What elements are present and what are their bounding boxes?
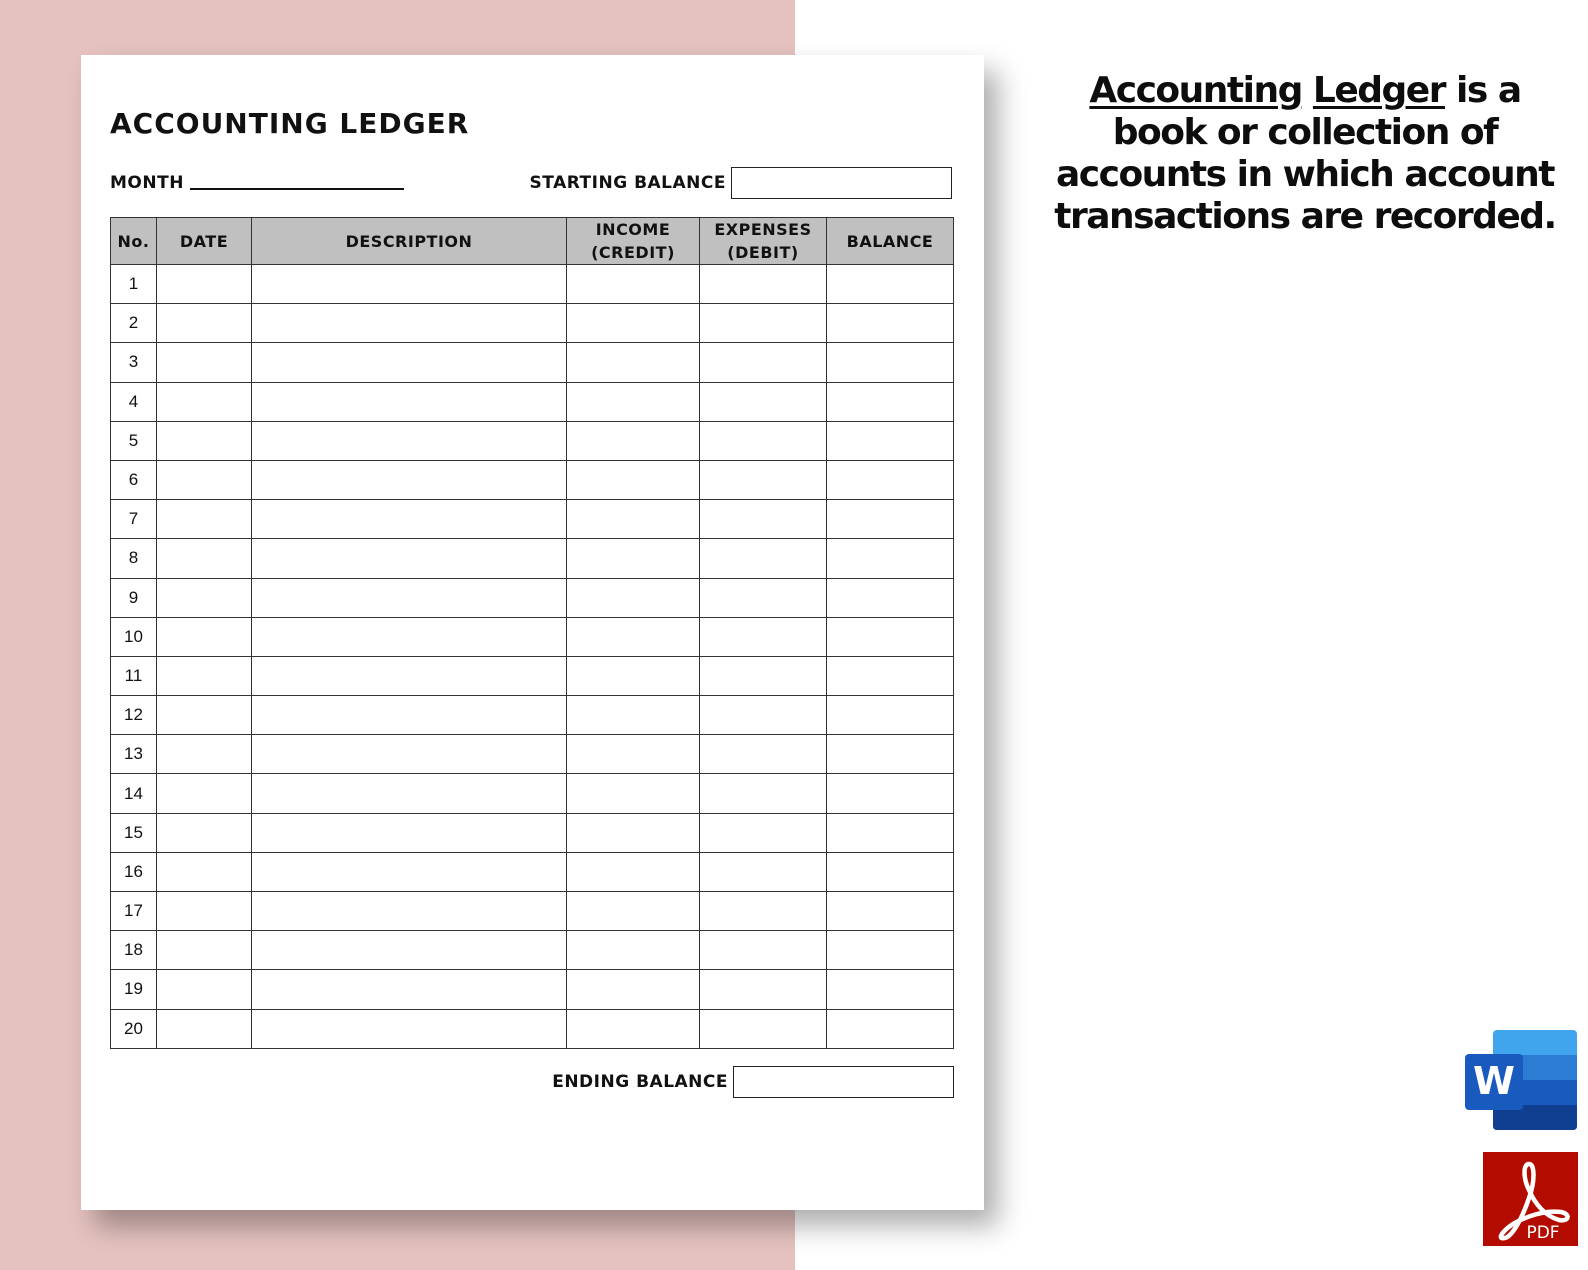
description-cell[interactable] [252, 852, 567, 891]
headline-text [1040, 70, 1570, 238]
income-cell[interactable] [567, 735, 700, 774]
description-cell[interactable] [252, 460, 567, 499]
row-number: 17 [111, 892, 157, 931]
income-cell[interactable] [567, 421, 700, 460]
row-number: 6 [111, 460, 157, 499]
income-cell[interactable] [567, 304, 700, 343]
description-cell[interactable] [252, 774, 567, 813]
income-header-line1: INCOME [595, 220, 671, 239]
date-cell[interactable] [157, 970, 252, 1009]
table-row [111, 931, 954, 970]
table-header-row [111, 218, 954, 265]
ledger-title: ACCOUNTING LEDGER [110, 107, 470, 140]
balance-cell[interactable] [827, 774, 954, 813]
income-cell[interactable] [567, 382, 700, 421]
word-icon[interactable] [1465, 1030, 1577, 1134]
row-number: 1 [111, 265, 157, 304]
row-number: 10 [111, 617, 157, 656]
expenses-cell[interactable] [700, 656, 827, 695]
income-cell[interactable] [567, 774, 700, 813]
date-cell[interactable] [157, 265, 252, 304]
row-number: 19 [111, 970, 157, 1009]
description-cell[interactable] [252, 343, 567, 382]
expenses-header-line2: (DEBIT) [727, 243, 799, 262]
month-label: MONTH [110, 173, 184, 193]
date-cell[interactable] [157, 774, 252, 813]
table-row [111, 696, 954, 735]
pdf-icon[interactable] [1483, 1152, 1578, 1246]
income-cell[interactable] [567, 500, 700, 539]
starting-balance-label: STARTING BALANCE [529, 173, 726, 193]
expenses-cell[interactable] [700, 892, 827, 931]
row-number: 14 [111, 774, 157, 813]
description-cell[interactable] [252, 656, 567, 695]
expenses-cell[interactable] [700, 421, 827, 460]
row-number: 18 [111, 931, 157, 970]
row-number: 3 [111, 343, 157, 382]
date-cell[interactable] [157, 892, 252, 931]
table-row [111, 578, 954, 617]
table-row [111, 343, 954, 382]
expenses-cell[interactable] [700, 500, 827, 539]
description-cell[interactable] [252, 813, 567, 852]
table-row [111, 774, 954, 813]
balance-cell[interactable] [827, 656, 954, 695]
date-cell[interactable] [157, 382, 252, 421]
date-cell[interactable] [157, 539, 252, 578]
table-row [111, 852, 954, 891]
income-cell[interactable] [567, 656, 700, 695]
balance-cell[interactable] [827, 735, 954, 774]
description-cell[interactable] [252, 265, 567, 304]
word-icon-letter: W [1473, 1059, 1515, 1103]
description-cell[interactable] [252, 1009, 567, 1048]
row-number: 16 [111, 852, 157, 891]
date-cell[interactable] [157, 617, 252, 656]
ledger-sheet [81, 55, 984, 1210]
expenses-cell[interactable] [700, 735, 827, 774]
table-row [111, 813, 954, 852]
balance-cell[interactable] [827, 304, 954, 343]
expenses-cell[interactable] [700, 460, 827, 499]
column-header-date: DATE [157, 218, 252, 265]
row-number: 8 [111, 539, 157, 578]
income-cell[interactable] [567, 852, 700, 891]
date-cell[interactable] [157, 460, 252, 499]
starting-balance-field [530, 167, 952, 199]
description-cell[interactable] [252, 421, 567, 460]
description-cell[interactable] [252, 696, 567, 735]
balance-cell[interactable] [827, 382, 954, 421]
description-cell[interactable] [252, 382, 567, 421]
ledger-rows [111, 265, 954, 1049]
balance-cell[interactable] [827, 813, 954, 852]
expenses-cell[interactable] [700, 617, 827, 656]
expenses-cell[interactable] [700, 774, 827, 813]
row-number: 15 [111, 813, 157, 852]
description-cell[interactable] [252, 735, 567, 774]
balance-cell[interactable] [827, 892, 954, 931]
column-header-balance: BALANCE [827, 218, 954, 265]
description-cell[interactable] [252, 578, 567, 617]
expenses-cell[interactable] [700, 931, 827, 970]
expenses-cell[interactable] [700, 578, 827, 617]
column-header-income [567, 218, 700, 265]
date-cell[interactable] [157, 852, 252, 891]
income-cell[interactable] [567, 696, 700, 735]
expenses-cell[interactable] [700, 304, 827, 343]
balance-cell[interactable] [827, 1009, 954, 1048]
table-row [111, 304, 954, 343]
balance-cell[interactable] [827, 578, 954, 617]
table-row [111, 421, 954, 460]
description-cell[interactable] [252, 970, 567, 1009]
income-cell[interactable] [567, 617, 700, 656]
row-number: 13 [111, 735, 157, 774]
headline-term-2: Ledger [1312, 70, 1445, 111]
balance-cell[interactable] [827, 617, 954, 656]
expenses-cell[interactable] [700, 813, 827, 852]
date-cell[interactable] [157, 500, 252, 539]
row-number: 2 [111, 304, 157, 343]
expenses-header-line1: EXPENSES [714, 220, 812, 239]
date-cell[interactable] [157, 578, 252, 617]
table-row [111, 460, 954, 499]
expenses-cell[interactable] [700, 1009, 827, 1048]
description-cell[interactable] [252, 892, 567, 931]
balance-cell[interactable] [827, 852, 954, 891]
description-cell[interactable] [252, 500, 567, 539]
balance-cell[interactable] [827, 696, 954, 735]
balance-cell[interactable] [827, 500, 954, 539]
income-cell[interactable] [567, 539, 700, 578]
income-cell[interactable] [567, 931, 700, 970]
balance-cell[interactable] [827, 421, 954, 460]
income-cell[interactable] [567, 343, 700, 382]
description-cell[interactable] [252, 539, 567, 578]
table-row [111, 500, 954, 539]
description-cell[interactable] [252, 617, 567, 656]
ledger-table [110, 217, 954, 1049]
row-number: 20 [111, 1009, 157, 1048]
description-cell[interactable] [252, 304, 567, 343]
table-row [111, 970, 954, 1009]
date-cell[interactable] [157, 1009, 252, 1048]
description-cell[interactable] [252, 931, 567, 970]
ending-balance-label: ENDING BALANCE [552, 1072, 728, 1092]
table-row [111, 617, 954, 656]
income-cell[interactable] [567, 892, 700, 931]
ending-balance-field [552, 1066, 954, 1098]
expenses-cell[interactable] [700, 852, 827, 891]
column-header-expenses [700, 218, 827, 265]
date-cell[interactable] [157, 931, 252, 970]
starting-balance-box[interactable] [731, 167, 952, 199]
balance-cell[interactable] [827, 931, 954, 970]
income-cell[interactable] [567, 970, 700, 1009]
expenses-cell[interactable] [700, 970, 827, 1009]
table-row [111, 539, 954, 578]
row-number: 7 [111, 500, 157, 539]
table-row [111, 656, 954, 695]
row-number: 4 [111, 382, 157, 421]
expenses-cell[interactable] [700, 343, 827, 382]
row-number: 11 [111, 656, 157, 695]
income-cell[interactable] [567, 265, 700, 304]
headline-term-1: Accounting [1089, 70, 1302, 111]
date-cell[interactable] [157, 304, 252, 343]
pdf-icon-label: PDF [1526, 1223, 1560, 1243]
table-row [111, 265, 954, 304]
expenses-cell[interactable] [700, 265, 827, 304]
date-cell[interactable] [157, 696, 252, 735]
date-cell[interactable] [157, 343, 252, 382]
table-row [111, 382, 954, 421]
income-cell[interactable] [567, 813, 700, 852]
table-row [111, 735, 954, 774]
income-cell[interactable] [567, 578, 700, 617]
date-cell[interactable] [157, 421, 252, 460]
month-field [110, 173, 404, 193]
table-row [111, 1009, 954, 1048]
balance-cell[interactable] [827, 970, 954, 1009]
balance-cell[interactable] [827, 265, 954, 304]
row-number: 5 [111, 421, 157, 460]
expenses-cell[interactable] [700, 382, 827, 421]
headline-rest: is a book or collection of accounts in which account transactions are recorded. [1054, 70, 1556, 237]
column-header-description: DESCRIPTION [252, 218, 567, 265]
balance-cell[interactable] [827, 343, 954, 382]
income-header-line2: (CREDIT) [591, 243, 675, 262]
month-input-line[interactable] [190, 187, 404, 190]
row-number: 12 [111, 696, 157, 735]
date-cell[interactable] [157, 656, 252, 695]
ending-balance-box[interactable] [733, 1066, 954, 1098]
column-header-no: No. [111, 218, 157, 265]
date-cell[interactable] [157, 813, 252, 852]
balance-cell[interactable] [827, 460, 954, 499]
income-cell[interactable] [567, 1009, 700, 1048]
row-number: 9 [111, 578, 157, 617]
expenses-cell[interactable] [700, 696, 827, 735]
income-cell[interactable] [567, 460, 700, 499]
date-cell[interactable] [157, 735, 252, 774]
balance-cell[interactable] [827, 539, 954, 578]
expenses-cell[interactable] [700, 539, 827, 578]
table-row [111, 892, 954, 931]
